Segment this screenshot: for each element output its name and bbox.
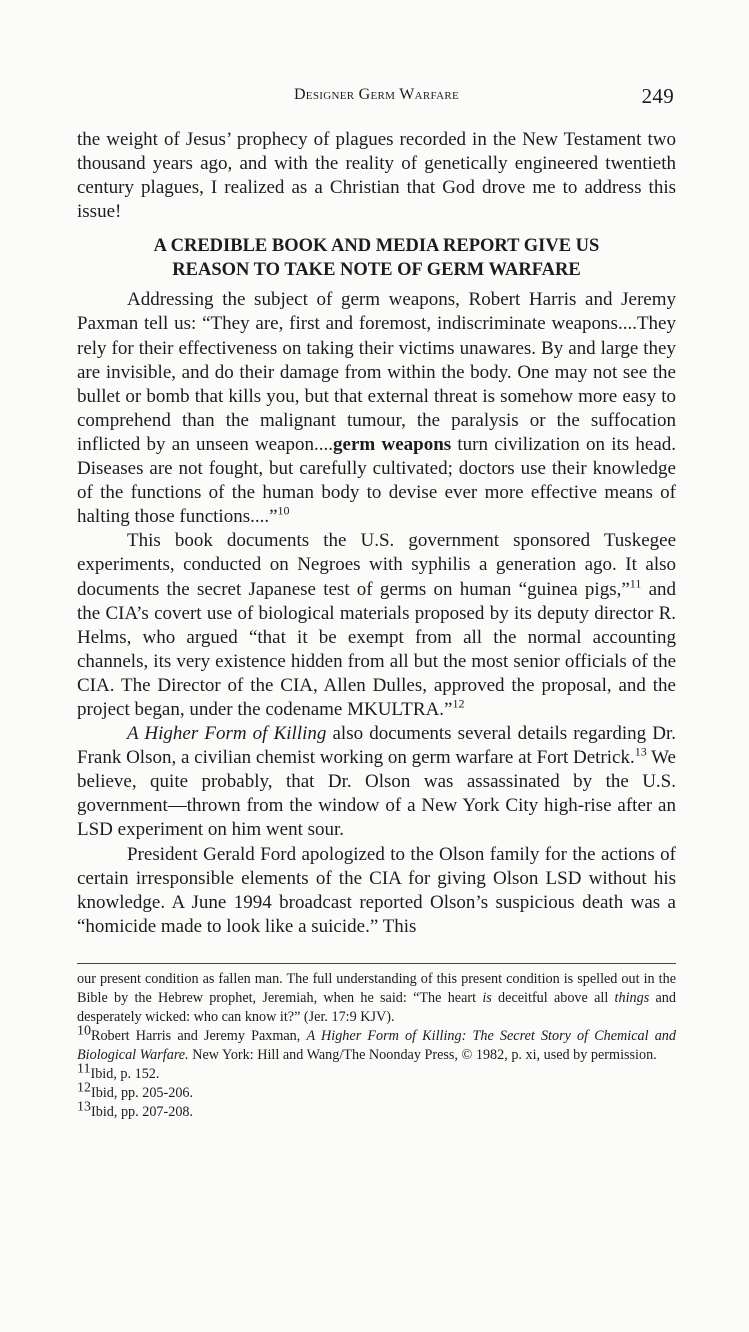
italic-word: things xyxy=(614,989,650,1006)
footnote-text: Ibid, pp. 205-206. xyxy=(91,1084,194,1101)
footnote-rule xyxy=(77,963,676,964)
footnote-ref: 12 xyxy=(452,696,465,711)
footnote-ref: 11 xyxy=(629,576,642,591)
footnote-ref: 13 xyxy=(634,744,647,759)
paragraph-text: We believe, quite probably, that Dr. Olson was assassinated by the U.S. government—thrown from the window of a New York City high-rise after an LSD experiment on him went sour. xyxy=(77,747,676,841)
footnote-number: 13 xyxy=(77,1099,91,1115)
footnote-text: New York: Hill and Wang/The Noonday Press, © 1982, p. xi, used by permission. xyxy=(188,1046,657,1063)
footnote-text: Ibid, pp. 207-208. xyxy=(91,1103,194,1120)
footnote-11 xyxy=(77,1061,676,1084)
footnote-continuation xyxy=(77,970,676,1027)
footnotes xyxy=(77,970,676,1122)
paragraph xyxy=(77,288,676,529)
footnote-number: 12 xyxy=(77,1080,91,1096)
bold-phrase: germ weapons xyxy=(333,433,452,455)
section-heading xyxy=(77,234,676,282)
footnote-text: and desperately wicked: who can know it?” (Jer. 17:9 KJV). xyxy=(77,989,676,1025)
paragraph-text: also documents several details regarding Dr. Frank Olson, a civilian chemist working on germ warfare at Fort Detrick. xyxy=(77,723,676,769)
running-head xyxy=(77,80,676,110)
page-number: 249 xyxy=(641,84,674,108)
paragraph xyxy=(77,722,676,842)
footnote-13 xyxy=(77,1099,676,1122)
running-title: Designer Germ Warfare xyxy=(293,86,460,103)
footnote-12 xyxy=(77,1080,676,1103)
paragraph-continuation xyxy=(77,128,676,224)
book-title: A Higher Form of Killing: The Secret Story of Chemical and Biological Warfare. xyxy=(77,1027,676,1063)
paragraph-text: and the CIA’s covert use of biological materials proposed by its deputy director R. Helms, who argued “that it be exempt from all the normal accounting channels, its very existence hidden from all but the most senior officials of the CIA. The Director of the CIA, Allen Dulles, approved the proposal, and the project began, under the codename MKULTRA.” xyxy=(77,578,677,720)
footnote-ref: 10 xyxy=(277,503,290,518)
paragraph-text: This book documents the U.S. government sponsored Tuskegee experiments, conducted on Negroes with syphilis a generation ago. It also documents the secret Japanese test of germs on human “guinea pigs,” xyxy=(77,530,676,600)
paragraph xyxy=(77,529,676,722)
footnote-text: Robert Harris and Jeremy Paxman, xyxy=(91,1027,307,1044)
paragraph-text: turn civilization on its head. Diseases are not fought, but carefully cultivated; doctors use their knowledge of the functions of the human body to devise ever more effective means of halting those functions....” xyxy=(77,433,676,528)
paragraph-text: Addressing the subject of germ weapons, Robert Harris and Jeremy Paxman tell us: “They are, first and foremost, indiscriminate weapons....They rely for their effectiveness on taking their victims unawares. By and large they are invisible, and do their damage from within the body. One may not see the bullet or bomb that kills you, but that external threat is somehow more easy to comprehend than the malignant tumour, the paralysis or the suffocation inflicted by an unseen weapon.... xyxy=(77,289,676,455)
book-title: A Higher Form of Killing xyxy=(127,723,327,745)
footnote-number: 10 xyxy=(77,1023,91,1039)
heading-line: A CREDIBLE BOOK AND MEDIA REPORT GIVE US xyxy=(153,236,600,257)
footnote-text: Ibid, p. 152. xyxy=(90,1065,160,1082)
body-text xyxy=(77,128,676,939)
book-page xyxy=(77,80,676,1122)
footnote-number: 11 xyxy=(77,1061,91,1077)
heading-line: REASON TO TAKE NOTE OF GERM WARFARE xyxy=(172,260,581,281)
footnote-text: deceitful above all xyxy=(491,989,615,1006)
paragraph-text: President Gerald Ford apologized to the Olson family for the actions of certain irresponsible elements of the CIA for giving Olson LSD without his knowledge. A June 1994 broadcast reported Olson’s suspicious death was a “homicide made to look like a suicide.” This xyxy=(77,843,676,937)
paragraph xyxy=(77,843,676,939)
footnote-text: our present condition as fallen man. The full understanding of this present condition is spelled out in the Bible by the Hebrew prophet, Jeremiah, when he said: “The heart xyxy=(77,970,676,1006)
paragraph-text: the weight of Jesus’ prophecy of plagues recorded in the New Testament two thousand years ago, and with the reality of genetically engineered twentieth century plagues, I realized as a Christian that God drove me to address this issue! xyxy=(77,129,676,223)
italic-word: is xyxy=(482,989,492,1006)
footnote-10 xyxy=(77,1023,676,1065)
